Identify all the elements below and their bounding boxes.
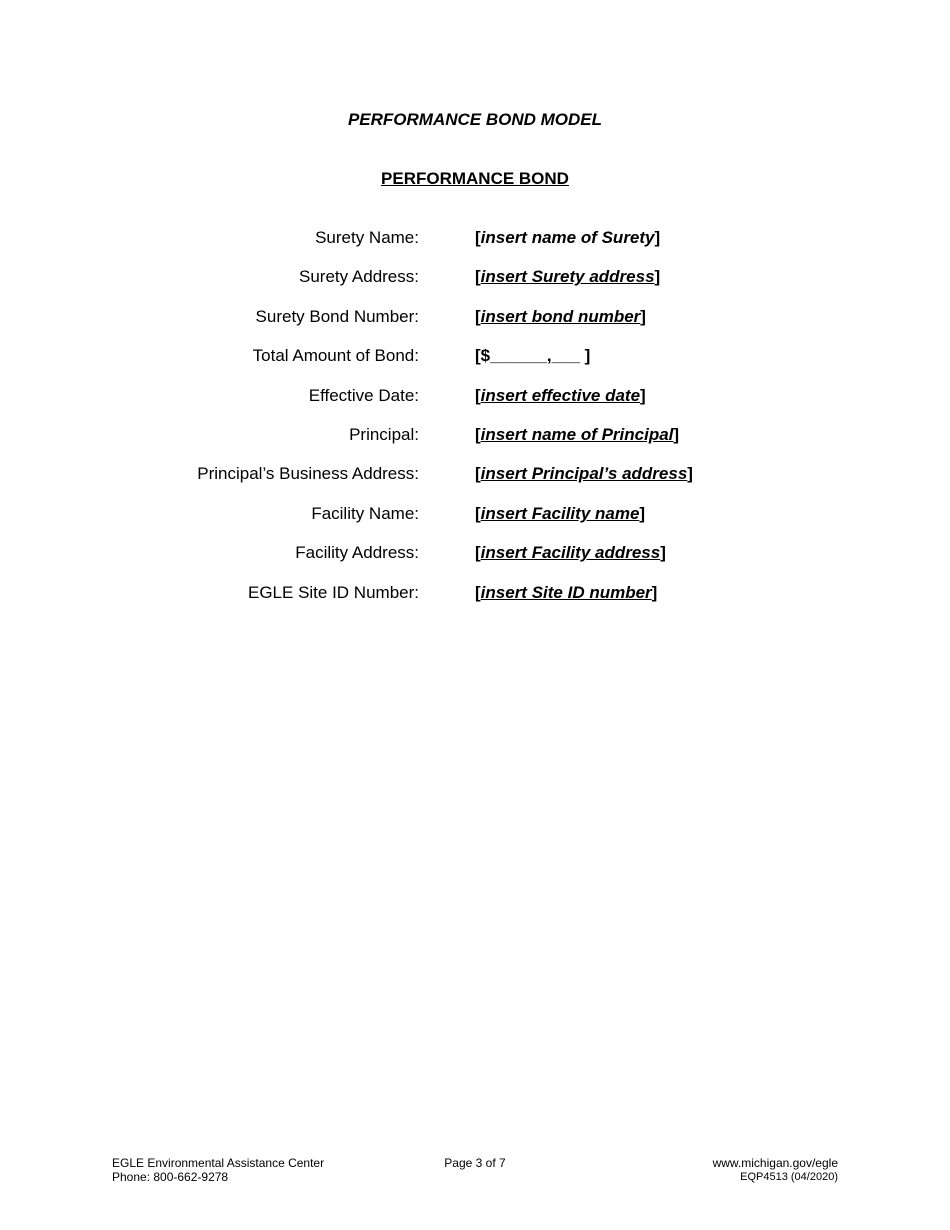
document-title: PERFORMANCE BOND MODEL [347, 110, 603, 129]
placeholder-text: insert Surety address [480, 267, 655, 287]
field-label: Total Amount of Bond: [252, 346, 419, 366]
field-label: Facility Address: [295, 543, 419, 563]
placeholder-text: insert Facility address [480, 543, 661, 563]
field-value: [insert Site ID number] [475, 582, 658, 602]
bond-fields [0, 226, 950, 620]
placeholder-text: insert bond number [480, 306, 641, 326]
field-value: [$______,___ ] [475, 346, 591, 366]
footer-phone: Phone: 800-662-9278 [112, 1170, 229, 1184]
field-label: EGLE Site ID Number: [247, 582, 419, 602]
placeholder-text: insert name of Principal [480, 424, 674, 444]
field-label: Surety Name: [315, 228, 419, 247]
field-row-facility-address [0, 541, 950, 580]
field-row-surety-address [0, 265, 950, 304]
field-row-facility-name [0, 502, 950, 541]
footer-form-code: EQP4513 (04/2020) [740, 1171, 838, 1183]
placeholder-text: insert Site ID number [480, 582, 652, 602]
field-label: Surety Address: [298, 267, 419, 287]
field-row-site-id [0, 581, 950, 620]
field-row-total-amount [0, 344, 950, 383]
placeholder-text: insert effective date [480, 385, 641, 405]
document-heading: PERFORMANCE BOND [381, 169, 569, 188]
field-row-principal [0, 423, 950, 462]
field-label: Effective Date: [308, 385, 419, 405]
field-row-bond-number [0, 305, 950, 344]
field-value: [insert Facility address] [475, 543, 666, 563]
footer-website: www.michigan.gov/egle [712, 1156, 838, 1170]
footer-org: EGLE Environmental Assistance Center [112, 1156, 325, 1170]
field-value: [insert bond number] [475, 306, 646, 326]
field-label: Surety Bond Number: [255, 306, 419, 326]
field-row-effective-date [0, 384, 950, 423]
field-label: Facility Name: [311, 503, 419, 523]
placeholder-text: insert name of Surety [480, 228, 655, 247]
field-row-surety-name [0, 226, 950, 265]
placeholder-text: insert Principal’s address [480, 464, 688, 484]
footer-reference [713, 1156, 838, 1184]
field-value: [insert name of Surety] [475, 228, 661, 247]
field-value: [insert Facility name] [475, 503, 646, 523]
field-value: [insert Surety address] [475, 267, 661, 287]
field-label: Principal’s Business Address: [197, 464, 419, 484]
field-value: [insert name of Principal] [475, 424, 680, 444]
placeholder-text: insert Facility name [480, 503, 640, 523]
field-row-principal-address [0, 462, 950, 501]
field-value: [insert Principal’s address] [475, 464, 693, 484]
field-value: [insert effective date] [475, 385, 646, 405]
page-number: Page 3 of 7 [444, 1156, 506, 1170]
field-label: Principal: [349, 424, 419, 444]
